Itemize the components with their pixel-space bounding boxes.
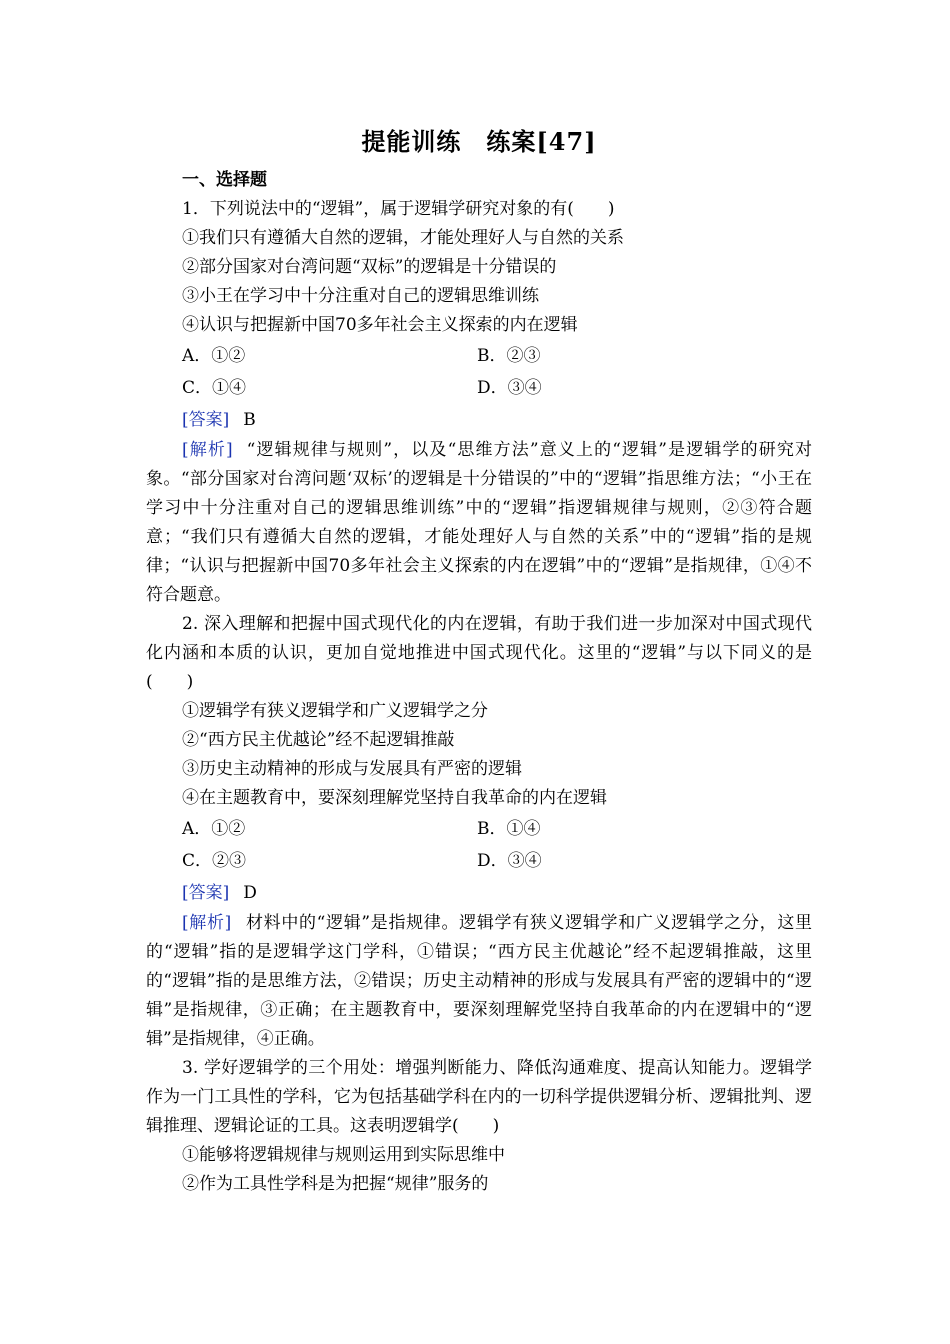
statement-item: ④认识与把握新中国70多年社会主义探索的内在逻辑 bbox=[182, 315, 578, 335]
answer-choices bbox=[146, 340, 812, 404]
answer-value: D bbox=[243, 883, 257, 903]
statement-item: ②“西方民主优越论”经不起逻辑推敲 bbox=[182, 730, 455, 750]
statement-item: ③小王在学习中十分注重对自己的逻辑思维训练 bbox=[182, 286, 539, 306]
statement-item: ②作为工具性学科是为把握“规律”服务的 bbox=[182, 1174, 489, 1194]
choice-b[interactable]: B．②③ bbox=[477, 346, 541, 366]
answer-tag: [答案] bbox=[182, 883, 230, 903]
statement-item: ④在主题教育中，要深刻理解党坚持自我革命的内在逻辑 bbox=[182, 788, 607, 808]
analysis-tag: [解析] bbox=[182, 440, 233, 460]
statement-item: ①能够将逻辑规律与规则运用到实际思维中 bbox=[182, 1145, 505, 1165]
analysis-paragraph bbox=[146, 436, 812, 610]
choice-c[interactable]: C．②③ bbox=[182, 851, 247, 871]
statement-item: ①我们只有遵循大自然的逻辑，才能处理好人与自然的关系 bbox=[182, 228, 624, 248]
statement-item: ②部分国家对台湾问题“双标”的逻辑是十分错误的 bbox=[182, 257, 557, 277]
choice-b[interactable]: B．①④ bbox=[477, 819, 541, 839]
choice-d[interactable]: D．③④ bbox=[477, 378, 542, 398]
choice-a[interactable]: A．①② bbox=[182, 819, 246, 839]
question-stem: 1．下列说法中的“逻辑”，属于逻辑学研究对象的有( ) bbox=[182, 199, 615, 219]
question-2 bbox=[146, 610, 812, 1054]
choice-d[interactable]: D．③④ bbox=[477, 851, 542, 871]
section-heading: 一、选择题 bbox=[182, 170, 267, 190]
content-area bbox=[146, 124, 812, 1199]
statement-item: ①逻辑学有狭义逻辑学和广义逻辑学之分 bbox=[182, 701, 488, 721]
choice-a[interactable]: A．①② bbox=[182, 346, 246, 366]
answer-tag: [答案] bbox=[182, 410, 230, 430]
question-1 bbox=[146, 195, 812, 610]
question-stem: 3. 学好逻辑学的三个用处：增强判断能力、降低沟通难度、提高认知能力。逻辑学作为一门工具性的学科，它为包括基础学科在内的一切科学提供逻辑分析、逻辑批判、逻辑推理、逻辑论证的工具。这表明逻辑学( ) bbox=[146, 1058, 812, 1136]
page-title: 提能训练 练案[47] bbox=[361, 127, 597, 156]
analysis-tag: [解析] bbox=[182, 913, 232, 933]
answer-line bbox=[146, 877, 812, 909]
choice-c[interactable]: C．①④ bbox=[182, 378, 247, 398]
analysis-paragraph bbox=[146, 909, 812, 1054]
statement-item: ③历史主动精神的形成与发展具有严密的逻辑 bbox=[182, 759, 522, 779]
analysis-text: “逻辑规律与规则”，以及“思维方法”意义上的“逻辑”是逻辑学的研究对象。“部分国家对台湾问题‘双标’的逻辑是十分错误的”中的“逻辑”指思维方法；“小王在学习中十分注重对自己的逻辑思维训练”中的“逻辑”指逻辑规律与规则，②③符合题意；“我们只有遵循大自然的逻辑，才能处理好人与自然的关系”中的“逻辑”指的是规律；“认识与把握新中国70多年社会主义探索的内在逻辑”中的“逻辑”是指规律，①④不符合题意。 bbox=[146, 440, 812, 605]
analysis-text: 材料中的“逻辑”是指规律。逻辑学有狭义逻辑学和广义逻辑学之分，这里的“逻辑”指的是逻辑学这门学科，①错误；“西方民主优越论”经不起逻辑推敲，这里的“逻辑”指的是思维方法，②错误；历史主动精神的形成与发展具有严密的逻辑中的“逻辑”是指规律，③正确；在主题教育中，要深刻理解党坚持自我革命的内在逻辑中的“逻辑”是指规律，④正确。 bbox=[146, 913, 812, 1049]
answer-value: B bbox=[243, 410, 256, 430]
question-3 bbox=[146, 1054, 812, 1199]
question-stem: 2. 深入理解和把握中国式现代化的内在逻辑，有助于我们进一步加深对中国式现代化内涵和本质的认识，更加自觉地推进中国式现代化。这里的“逻辑”与以下同义的是( ) bbox=[146, 614, 812, 692]
answer-line bbox=[146, 404, 812, 436]
answer-choices bbox=[146, 813, 812, 877]
